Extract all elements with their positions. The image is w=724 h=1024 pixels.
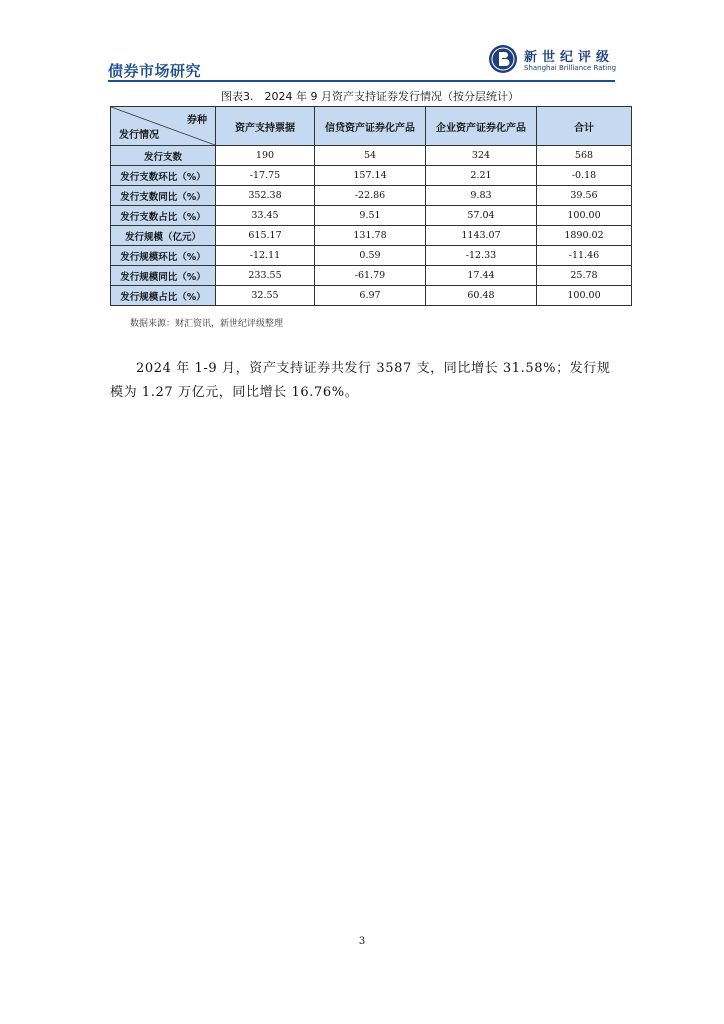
row-label: 发行规模同比（%） <box>111 266 216 286</box>
table-row <box>111 206 632 226</box>
body-paragraph: 2024 年 1-9 月，资产支持证券共发行 3587 支，同比增长 31.58%；发行规模为 1.27 万亿元，同比增长 16.76%。 <box>110 361 611 400</box>
table-cell: 6.97 <box>315 286 426 306</box>
corner-bottom-label: 发行情况 <box>119 130 159 141</box>
table-cell: 324 <box>426 146 537 166</box>
row-label: 发行支数 <box>111 146 216 166</box>
data-source-note: 数据来源：财汇资讯，新世纪评级整理 <box>130 319 284 329</box>
column-header: 信贷资产证券化产品 <box>315 107 426 146</box>
table-row <box>111 226 632 246</box>
table-cell: 1143.07 <box>426 226 537 246</box>
table-cell: -0.18 <box>537 166 632 186</box>
logo-emblem-icon <box>488 44 518 74</box>
header-rule <box>108 80 615 82</box>
table-cell: 57.04 <box>426 206 537 226</box>
row-label: 发行支数环比（%） <box>111 166 216 186</box>
row-label: 发行规模环比（%） <box>111 246 216 266</box>
table-cell: 60.48 <box>426 286 537 306</box>
table-row <box>111 186 632 206</box>
table-cell: 39.56 <box>537 186 632 206</box>
table-cell: -22.86 <box>315 186 426 206</box>
column-header: 企业资产证券化产品 <box>426 107 537 146</box>
table-cell: 25.78 <box>537 266 632 286</box>
table-cell: 0.59 <box>315 246 426 266</box>
table-row <box>111 146 632 166</box>
table-cell: -17.75 <box>216 166 315 186</box>
row-label: 发行规模（亿元） <box>111 226 216 246</box>
table-cell: 100.00 <box>537 206 632 226</box>
table-row <box>111 286 632 306</box>
table-cell: 1890.02 <box>537 226 632 246</box>
table-cell: 9.51 <box>315 206 426 226</box>
row-label: 发行支数占比（%） <box>111 206 216 226</box>
abs-issuance-table <box>110 106 632 306</box>
table-row <box>111 166 632 186</box>
table-cell: -11.46 <box>537 246 632 266</box>
header-title: 债券市场研究 <box>108 62 202 80</box>
corner-top-label: 券种 <box>187 115 207 126</box>
table-cell: 131.78 <box>315 226 426 246</box>
table-cell: -12.11 <box>216 246 315 266</box>
table-cell: 615.17 <box>216 226 315 246</box>
table-cell: -12.33 <box>426 246 537 266</box>
table-header-row <box>111 107 632 146</box>
company-logo <box>488 44 618 78</box>
table-row <box>111 266 632 286</box>
table-cell: 17.44 <box>426 266 537 286</box>
table-cell: 157.14 <box>315 166 426 186</box>
logo-english-text: Shanghai Brilliance Rating <box>524 64 617 72</box>
table-cell: 568 <box>537 146 632 166</box>
table-cell: 2.21 <box>426 166 537 186</box>
table-cell: 33.45 <box>216 206 315 226</box>
corner-header-cell <box>111 107 216 146</box>
table-cell: 32.55 <box>216 286 315 306</box>
table-row <box>111 246 632 266</box>
table-cell: 9.83 <box>426 186 537 206</box>
table-cell: 233.55 <box>216 266 315 286</box>
table-cell: -61.79 <box>315 266 426 286</box>
table-cell: 54 <box>315 146 426 166</box>
column-header: 合计 <box>537 107 632 146</box>
table-cell: 100.00 <box>537 286 632 306</box>
table-cell: 352.38 <box>216 186 315 206</box>
row-label: 发行支数同比（%） <box>111 186 216 206</box>
table-caption: 图表3. 2024 年 9 月资产支持证券发行情况（按分层统计） <box>221 90 519 103</box>
row-label: 发行规模占比（%） <box>111 286 216 306</box>
table-cell: 190 <box>216 146 315 166</box>
page-number: 3 <box>358 936 366 947</box>
column-header: 资产支持票据 <box>216 107 315 146</box>
logo-chinese-text: 新世纪评级 <box>524 50 615 65</box>
